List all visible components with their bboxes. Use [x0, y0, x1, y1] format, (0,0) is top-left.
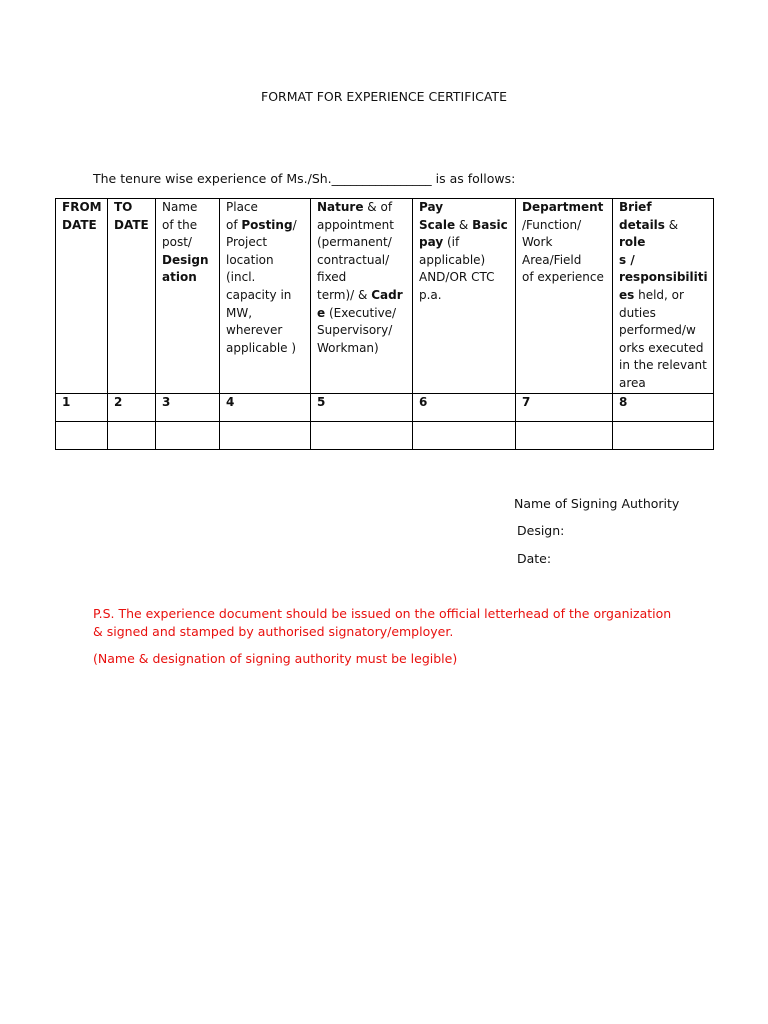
intro-text: The tenure wise experience of Ms./Sh.________________ is as follows:	[93, 171, 516, 186]
number-cell: 7	[516, 393, 613, 421]
header-place-of-posting	[220, 199, 311, 394]
header-department	[516, 199, 613, 394]
number-cell: 2	[108, 393, 156, 421]
blank-cell	[220, 421, 311, 449]
number-cell: 5	[311, 393, 413, 421]
number-cell: 1	[56, 393, 108, 421]
header-pay-scale	[413, 199, 516, 394]
blank-cell	[56, 421, 108, 449]
blank-cell	[516, 421, 613, 449]
document-title: FORMAT FOR EXPERIENCE CERTIFICATE	[261, 89, 507, 104]
number-cell: 3	[156, 393, 220, 421]
header-cell-text: Place of Posting/ Project location (incl. capacity in MW, wherever applicable )	[226, 200, 297, 355]
header-cell-text: TO DATE	[114, 200, 149, 232]
header-cell-text: FROM DATE	[62, 200, 102, 232]
signing-authority-date: Date:	[517, 551, 552, 566]
signing-authority-name: Name of Signing Authority	[514, 496, 680, 511]
blank-cell	[413, 421, 516, 449]
number-cell: 6	[413, 393, 516, 421]
ps-legibility-note: (Name & designation of signing authority must be legible)	[93, 651, 458, 666]
blank-cell	[108, 421, 156, 449]
header-cell-text: Department /Function/ Work Area/Field of experience	[522, 200, 604, 285]
header-cell-text: Name of the post/ Design ation	[162, 200, 209, 285]
number-cell: 8	[613, 393, 714, 421]
number-cell: 4	[220, 393, 311, 421]
header-row	[56, 199, 714, 394]
header-to-date	[108, 199, 156, 394]
ps-note: P.S. The experience document should be issued on the official letterhead of the organization & signed and stamped by authorised signatory/employer.	[93, 606, 672, 639]
header-cell-text: Brief details & role s / responsibiliti es held, or duties performed/w orks executed in the relevant area	[619, 200, 708, 390]
blank-cell	[311, 421, 413, 449]
number-row	[56, 393, 714, 421]
blank-cell	[613, 421, 714, 449]
signing-authority-design: Design:	[517, 523, 565, 538]
header-cell-text: Pay Scale & Basic pay (if applicable) AND/OR CTC p.a.	[419, 200, 508, 302]
header-from-date	[56, 199, 108, 394]
header-cell-text: Nature & of appointment (permanent/ contractual/ fixed term)/ & Cadr e (Executive/ Supervisory/ Workman)	[317, 200, 403, 355]
blank-entry-row	[56, 421, 714, 449]
header-nature-of-appointment	[311, 199, 413, 394]
experience-table	[55, 198, 714, 450]
blank-cell	[156, 421, 220, 449]
header-designation	[156, 199, 220, 394]
header-brief-details	[613, 199, 714, 394]
